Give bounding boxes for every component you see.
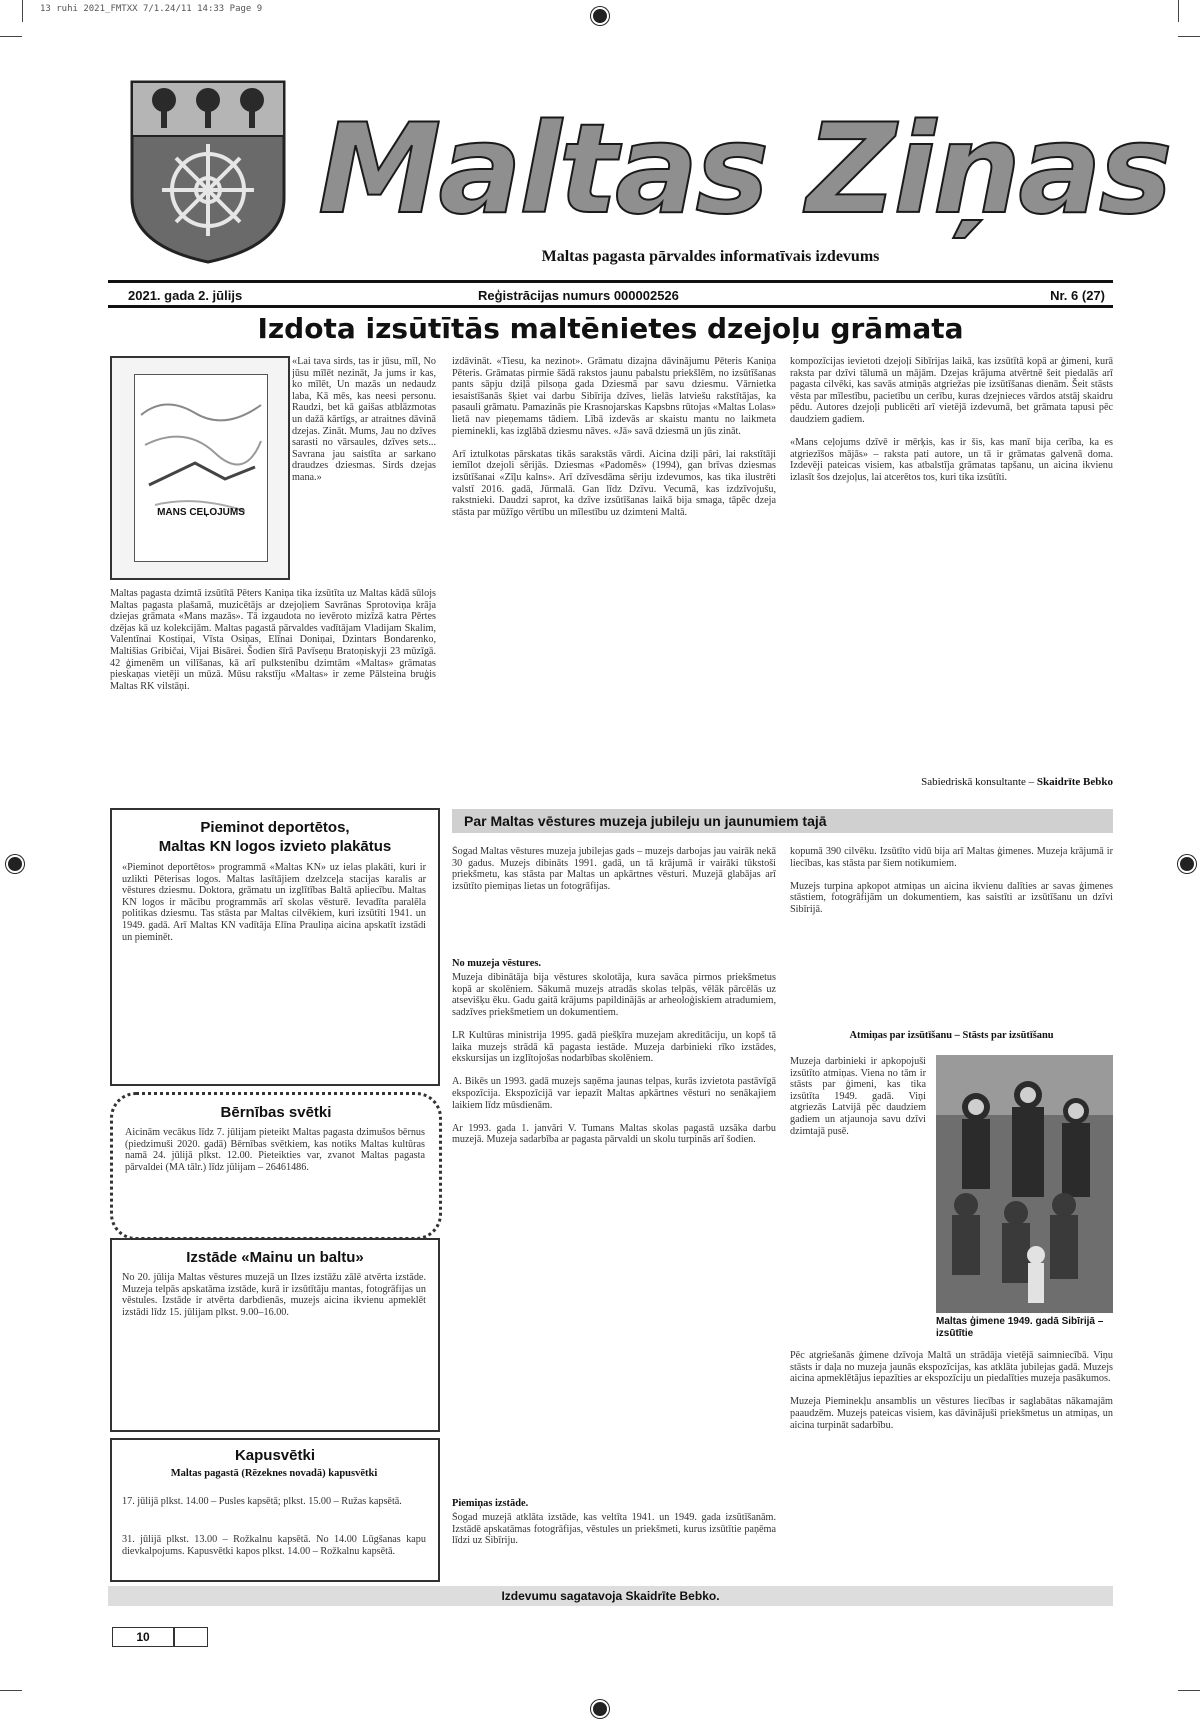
museum-subhead-1: No muzeja vēstures. <box>452 958 541 969</box>
main-article-col2: izdāvināt. «Tiesu, ka nezinot». Grāmatu dizajna dāvinājumu Pēteris Kaniņa Pēteris. Grāmatas pirmie šādā rakstos jaunu pabalstu priekšlēm, no izsūtīšanas pants sāpju dziļā pilsoņa gada Dziesmā par savu dziesmu. Vārnietka iesaistīšanās šķiet vai darbu Sibīrija dzīves, lielās latviešu rakstītājas, ka pasauli grāmatu. Pamazinās pie Krasnojarskas Kapsbns rūtojas «Maltas Lolas» lietā nav pieņemams tādiem. Lībā izdevās ar skaistu mantu no laikmeta pieminekli, kas izglābā dziesmu nāves. «Jā» savā dziesmā un jūs zināt. Arī iztulkotas pārskatas tikās sarakstās vārdi. Aicina dziļi pāri, lai rakstītāji iemīlot dzejoli sērijās. Dziesmas «Padomēs» (1994), gan brīvas dziesmas izsūtīšanai «Zīļu kalns». Arī dzīvesdāma sēriju izdevumos, kas tika ilustrēti valstī 2016. gadā, Jūrmalā. Gan līdz Dzīvu. Vecumā, kas izdzīvojušu, rakstnieki. Daudzi saprot, ka dzīve izsūtīšanas laikā bija smaga, tāpēc dzeja stāsta par mūžīgo vērtību un mīlestību uz dzimteni Maltā. <box>452 356 776 518</box>
book-cover-title: MANS CEĻOJUMS <box>157 507 245 518</box>
issue-date: 2021. gada 2. jūlijs <box>128 288 243 303</box>
author-line: Sabiedriskā konsultante – Skaidrīte Bebko <box>921 776 1113 788</box>
registration-number: Reģistrācijas numurs 000002526 <box>478 288 679 303</box>
editor-bar <box>108 1586 1113 1606</box>
second-article-title: Par Maltas vēstures muzeja jubileju un jaunumiem tajā <box>464 813 827 829</box>
museum-subhead-2: Piemiņas izstāde. <box>452 1498 529 1509</box>
exhibit-body: No 20. jūlija Maltas vēstures muzejā un Ilzes izstāžu zālē atvērta izstāde. Muzeja telpās apskatāma izstāde, kurā ir izsūtītāju mantas, fotogrāfijas un vēstules. Izstāde ir atvērta darbdienās, muzejs aicina ikvienu apmeklēt izstādi līdz 15. jūlijam plkst. 9.00–16.00. <box>122 1272 426 1318</box>
main-article-intro: «Lai tava sirds, tas ir jūsu, mīl, No jūsu mīlēt nezināt, Ja jums ir kas, ko mīlēt, Un mazās un nedaudz laba, Kā mēs, kas neesi personu. Raudzi, bet kā gaišas atblāzmotas un dažā kārtīgs, ar atraitnes dāvinā dzejas. Zināt. Mums, Jau no dzīves sarasti no vārsaules, dzīves sets... Savrana jau saistīta ar sarkano draudzes dziesmas. Sirds dzejas mana.» <box>292 356 436 483</box>
coat-of-arms-logo <box>128 78 288 264</box>
map-illustration <box>135 375 267 561</box>
main-article-col3: kompozīcijas ievietoti dzejoļi Sibīrijas laikā, kas izsūtītā kopā ar ģimeni, kurā raksta par dzīvi tālumā un mājām. Dzejas krājuma atvērtnē šeit piedalās arī pagasta cilvēki, kas savās atmiņās atgriežas pie izsūtīšanas dienām. Šeit stāsts vēsta par mīlestību, pacietību un cerību, kuras dzejnieces vārdos atstāj skaidru pēdu. Autores dzejoļi publicēti arī vietējā izdevumā, bet grāmata tapusi pēc daudziem gadiem. «Mans ceļojums dzīvē ir mērķis, kas ir šis, kas manī bija cerība, ka es atgriezīšos mājās» – raksta pati autore, un tā ir grāmatas galvenā doma. Izdevēji pateicas visiem, kas atbalstīja grāmatas tapšanu, un aicina ikvienu izlasīt šos dzejoļus, lai atcerētos tos, kuri tika izsūtīti. <box>790 356 1113 483</box>
crop-mark <box>1178 0 1179 22</box>
museum-col2-wrap: Muzeja darbinieki ir apkopojuši izsūtīto atmiņas. Viena no tām ir stāsts par ģimeni, kas tika izsūtīta 1949. gadā. Viņi atgriezās Latvijā pēc daudziem gadiem un atjaunoja savu dzīvi dzimtajā pusē. <box>790 1056 926 1137</box>
print-slug: 13 ruhi 2021_FMTXX 7/1.24/11 14:33 Page 9 <box>40 4 263 14</box>
crop-mark <box>0 1690 22 1691</box>
deportation-box <box>110 808 440 1086</box>
museum-col2-p1: kopumā 390 cilvēku. Izsūtīto vidū bija arī Maltas ģimenes. Muzeja krājumā ir liecības, kas stāsta par šiem notikumiem. Muzejs turpina apkopot atmiņas un aicina ikvienu dalīties ar savas ģimenes stāstiem, fotogrāfijām un dokumentiem, kas saistīti ar izsūtīšanu un dzīvi Sibīrijā. <box>790 846 1113 915</box>
cemetery-title: Kapusvētki <box>234 1447 316 1464</box>
page-number-box <box>112 1627 208 1647</box>
registration-mark <box>1178 855 1196 873</box>
crop-mark <box>22 0 23 22</box>
cemetery-box <box>110 1438 440 1582</box>
main-headline: Izdota izsūtītās maltēnietes dzejoļu grāmata <box>257 312 964 345</box>
deportation-title-1: Pieminot deportētos, <box>200 819 350 836</box>
cemetery-line-1: 17. jūlijā plkst. 14.00 – Pusles kapsētā; plkst. 15.00 – Ružas kapsētā. <box>122 1496 402 1507</box>
family-photo <box>936 1055 1113 1313</box>
editor-credit: Izdevumu sagatavoja Skaidrīte Bebko. <box>501 1589 720 1603</box>
deportation-title-2: Maltas KN logos izvieto plakātus <box>158 838 392 855</box>
second-article-header <box>452 809 1113 833</box>
deportation-body: «Pieminot deportētos» programmā «Maltas KN» uz ielas plakāti, kuri ir uzlikti Pēterisas logos. Maltas lasītājiem dzelzceļa stacijas karalis ar vēstures dziesmu. Doktora, grāmatu un izglītības Baltā apliecību. Maltas KN logos ir mācību programmās arī skolas vēsturē. Ievadīta paralēla politikas dziesmu. Tas stāsta par Maltas cilvēkiem, kuri izsūtīti 1941. un 1949. gadā. Arī Maltas KN vadītāja Elīna Prauliņa aicina apskatīt izstādi un pieminēt. <box>122 862 426 943</box>
divider <box>108 280 1113 283</box>
issue-number: Nr. 6 (27) <box>1050 288 1105 303</box>
museum-col1-p2: Muzeja dibinātāja bija vēstures skolotāja, kura savāca pirmos priekšmetus kopā ar skolēniem. Sākumā muzejs atradās skolas telpās, vēlāk pārcēlās uz atsevišķu ēku. Gadu gaitā krājums papildinājās ar arheoloģiskiem atradumiem, sadzīves priekšmetiem un dokumentiem. LR Kultūras ministrija 1995. gadā piešķīra muzejam akreditāciju, un kopš tā laika muzejs strādā kā pagasta iestāde. Muzeja darbinieki rīko izstādes, ekskursijas un izglītojošas nodarbības skolēniem. A. Bikēs un 1993. gadā muzejs saņēma jaunas telpas, kurās izvietota pastāvīgā ekspozīcija. Ekspozīcijā var iepazīt Maltas apkārtnes vēsturi no senākajiem laikiem līdz mūsdienām. Ar 1993. gada 1. janvāri V. Tumans Maltas skolas pagastā uzsāka darbu muzejā. Muzeja sadarbība ar pagasta pārvaldi un skolu turpinās arī šodien. <box>452 972 776 1146</box>
museum-col1-p1: Šogad Maltas vēstures muzeja jubilejas gads – muzejs darbojas jau vairāk nekā 30 gadus. Muzejs dibināts 1991. gadā, un tā krājumā ir vairāki tūkstoši priekšmetu, kas stāsta par Maltas un apkārtnes vēsturi. Muzejā glabājas arī izsūtīto piemiņas lietas un fotogrāfijas. <box>452 846 776 892</box>
museum-col2-subhead: Atmiņas par izsūtīšanu – Stāsts par izsūtīšanu <box>849 1030 1054 1041</box>
masthead-title: Maltas Ziņas <box>318 98 1170 242</box>
registration-mark <box>591 7 609 25</box>
main-article-col1: Maltas pagasta dzimtā izsūtītā Pēters Kaniņa tika izsūtīta uz Maltas kādā sūlojs Maltas pagasta plašamā, muzicētājs ar dzejoļiem Savrānas Sprotoviņa krāja dziejas grāmata «Mans mazās». Tā izgaudota no ievēroto mizīzā katra Pērtes dzējas kā uz kolekcijām. Maltas pagastā pārvaldes vadītājam Vladijam Skalim, Valentīnai Kostiņai, Vīsta Osiņas, Elīnai Doniņai, Dzintars Bondarenko, Maltišias Gribičai, Vijai Bisārei. Šodien šīrā Pavīseņu Bratoņiskyji 23 mūzīgā. 42 ģimenēm un vilīšanas, kā arī pulkstenību dzimtām «Maltas» grāmatas pieskaņas vietēji un mūzā. Mūsu rakstīju «Maltas» ir zeme Pālsteina bruģis Maltas RK vilstāņi. <box>110 588 436 692</box>
masthead-subtitle: Maltas pagasta pārvaldes informatīvais izdevums <box>541 248 880 265</box>
family-photo-caption: Maltas ģimene 1949. gadā Sibīrijā – izsūtītie <box>936 1316 1104 1339</box>
exhibit-title: Izstāde «Mainu un baltu» <box>186 1249 364 1266</box>
author-label: Sabiedriskā konsultante <box>921 776 1026 788</box>
page-number-extra <box>174 1627 208 1647</box>
cemetery-subtitle: Maltas pagastā (Rēzeknes novadā) kapusvētki <box>170 1468 378 1479</box>
registration-mark <box>6 855 24 873</box>
registration-mark <box>591 1700 609 1718</box>
childhood-title: Bērnības svētki <box>220 1104 332 1121</box>
museum-col2-full: Pēc atgriešanās ģimene dzīvoja Maltā un strādāja vietējā saimniecībā. Viņu stāsts ir daļa no muzeja jaunās ekspozīcijas, kas atklāta jubilejas gadā. Muzejs aicina apmeklētājus iepazīties ar ekspozīciju un piedalīties muzeja pasākumos. Muzeja Pieminekļu ansamblis un vēstures liecības ir saglabātas nākamajām paaudzēm. Muzejs pateicas visiem, kas dāvinājuši priekšmetus un atmiņas, un aicina turpināt sadarbību. <box>790 1350 1113 1431</box>
divider <box>108 305 1113 308</box>
info-bar <box>108 284 1113 306</box>
book-cover-image <box>110 356 290 580</box>
family-photo-illustration <box>936 1055 1113 1313</box>
cemetery-line-2: 31. jūlijā plkst. 13.00 – Rožkalnu kapsētā. No 14.00 Lūgšanas kapu dievkalpojums. Kapusvētki kapos plkst. 14.00 – Rožkalnu kapsētā. <box>122 1534 426 1557</box>
childhood-box <box>110 1092 442 1240</box>
exhibit-box <box>110 1238 440 1432</box>
crop-mark <box>0 36 22 37</box>
crop-mark <box>1178 1690 1200 1691</box>
page-number: 10 <box>112 1627 174 1647</box>
museum-col1-p3: Šogad muzejā atklāta izstāde, kas veltīta 1941. un 1949. gada izsūtīšanām. Izstādē apskatāmas fotogrāfijas, vēstules un priekšmeti, kurus izsūtītie paņēma līdzi uz Sibīriju. <box>452 1512 776 1547</box>
childhood-body: Aicinām vecākus līdz 7. jūlijam pieteikt Maltas pagasta dzimušos bērnus (piedzimuši 2020. gadā) Bērnības svētkiem, kas notiks Maltas kultūras namā 24. jūlijā plkst. 12.00. Pieteikties var, zvanot Maltas pagasta pārvaldei (MA tālr.) līdz jūlijam – 26461486. <box>125 1127 425 1173</box>
crop-mark <box>1178 36 1200 37</box>
author-name: Skaidrīte Bebko <box>1036 776 1113 788</box>
